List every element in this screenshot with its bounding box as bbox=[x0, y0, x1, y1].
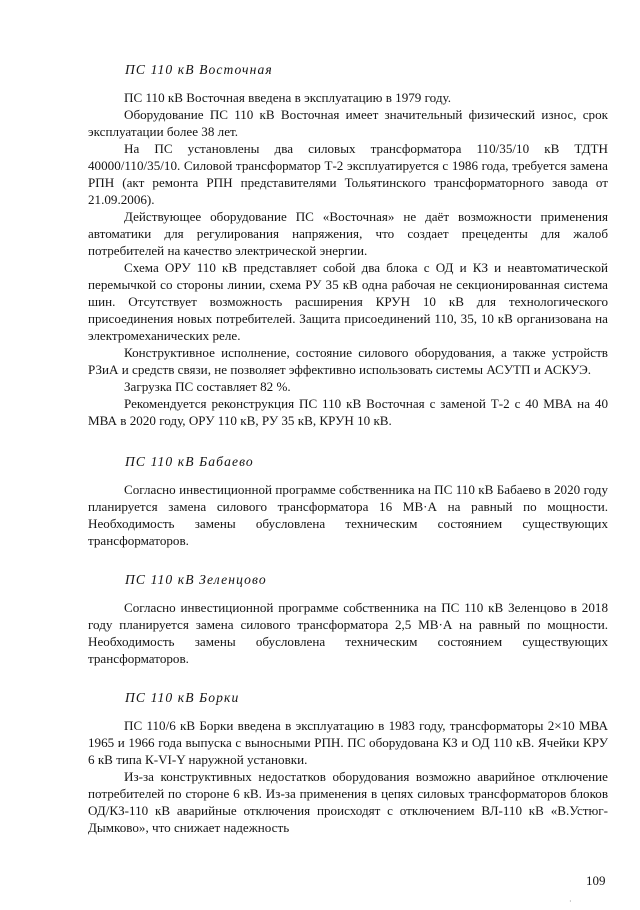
paragraph: Схема ОРУ 110 кВ представляет собой два блока с ОД и КЗ и неавтоматической перемычкой со стороны линии, схема РУ 35 кВ одна рабочая не секционированная система шин. Отсутствует возможность расширения КРУН 10 кВ для технологического присоединения новых потребителей. Защита присоединений 110, 35, 10 кВ организована на электромеханических реле. bbox=[88, 260, 608, 343]
section-body-babaevo bbox=[88, 481, 608, 549]
scan-speck: · bbox=[569, 897, 572, 906]
paragraph: Рекомендуется реконструкция ПС 110 кВ Восточная с заменой Т-2 с 40 МВА на 40 МВА в 2020 году, ОРУ 110 кВ, РУ 35 кВ, КРУН 10 кВ. bbox=[88, 396, 608, 428]
section-heading-babaevo: ПС 110 кВ Бабаево bbox=[125, 454, 254, 469]
section-body-borki bbox=[88, 717, 608, 836]
paragraph: Согласно инвестиционной программе собственника на ПС 110 кВ Бабаево в 2020 году планируется замена силового трансформатора 16 МВ·А на равный по мощности. Необходимость замены обусловлена техническим состоянием существующих трансформаторов. bbox=[88, 482, 608, 548]
paragraph: Действующее оборудование ПС «Восточная» не даёт возможности применения автоматики для регулирования напряжения, что создает прецеденты для жалоб потребителей на качество электрической энергии. bbox=[88, 209, 608, 258]
paragraph: Из-за конструктивных недостатков оборудования возможно аварийное отключение потребителей по стороне 6 кВ. Из-за применения в цепях силовых трансформаторов блоков ОД/КЗ-110 кВ аварийные отключения происходят с отключением ВЛ-110 кВ «В.Устюг-Дымково», что снижает надежность bbox=[88, 769, 608, 835]
section-body-vostochnaya bbox=[88, 89, 608, 429]
paragraph: Конструктивное исполнение, состояние силового оборудования, а также устройств РЗиА и средств связи, не позволяет эффективно использовать системы АСУТП и АСКУЭ. bbox=[88, 345, 608, 377]
page-number: 109 bbox=[586, 873, 606, 888]
paragraph: Оборудование ПС 110 кВ Восточная имеет значительный физический износ, срок эксплуатации более 38 лет. bbox=[88, 107, 608, 139]
section-heading-borki: ПС 110 кВ Борки bbox=[125, 690, 240, 705]
section-body-zelentsovo bbox=[88, 599, 608, 667]
paragraph: Загрузка ПС составляет 82 %. bbox=[124, 379, 291, 394]
section-heading-zelentsovo: ПС 110 кВ Зеленцово bbox=[125, 572, 267, 587]
paragraph: ПС 110 кВ Восточная введена в эксплуатацию в 1979 году. bbox=[124, 90, 452, 105]
paragraph: Согласно инвестиционной программе собственника на ПС 110 кВ Зеленцово в 2018 году планируется замена силового трансформатора 2,5 МВ·А на равный по мощности. Необходимость замены обусловлена техническим состоянием существующих трансформаторов. bbox=[88, 600, 608, 666]
paragraph: ПС 110/6 кВ Борки введена в эксплуатацию в 1983 году, трансформаторы 2×10 МВА 1965 и 1966 года выпуска с выносными РПН. ПС оборудована КЗ и ОД 110 кВ. Ячейки КРУ 6 кВ типа К-VI-Y наружной установки. bbox=[88, 718, 608, 767]
section-heading-vostochnaya: ПС 110 кВ Восточная bbox=[125, 62, 273, 77]
paragraph: На ПС установлены два силовых трансформатора 110/35/10 кВ ТДТН 40000/110/35/10. Силовой трансформатор Т-2 эксплуатируется с 1986 года, требуется замена РПН (акт ремонта РПН представителями Тольятинского трансформаторного завода от 21.09.2006). bbox=[88, 141, 608, 207]
